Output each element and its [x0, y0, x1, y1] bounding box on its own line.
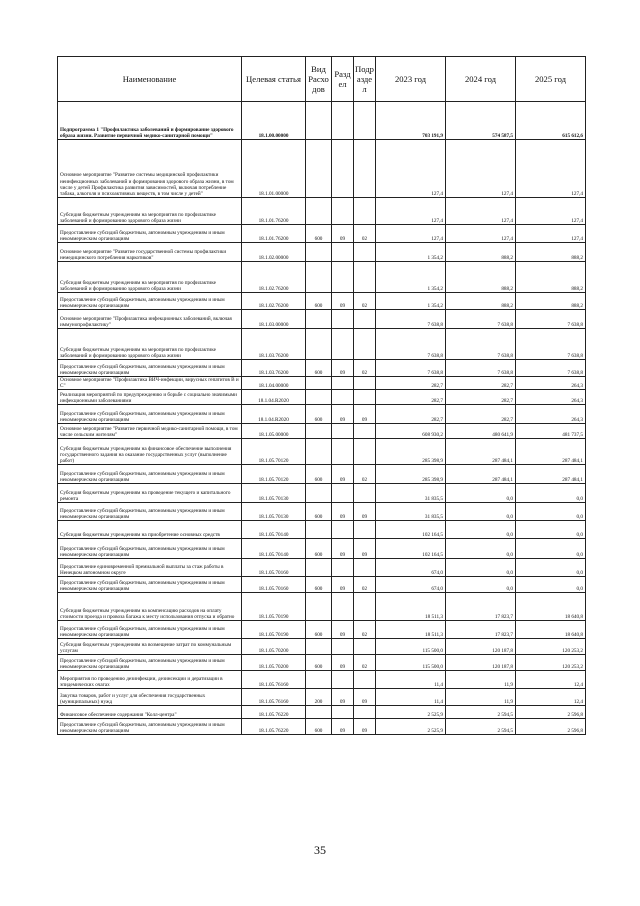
row-year-2024: 287 484,1	[446, 439, 516, 465]
row-expense-type	[306, 140, 332, 198]
table-row	[58, 310, 586, 329]
row-subsection	[354, 310, 376, 329]
table-row	[58, 377, 586, 390]
row-name: Закупка товаров, работ и услуг для обеспечения государственных (муниципальных) нужд	[58, 689, 242, 706]
row-subsection: 02	[354, 360, 376, 377]
row-target: 18.1.05.70160	[242, 577, 306, 593]
row-name: Субсидия бюджетным учреждениям на финансовое обеспечение выполнения государственного задания на оказание государственных услуг (выполнение работ)	[58, 439, 242, 465]
table-row	[58, 390, 586, 405]
row-year-2024: 282,7	[446, 405, 516, 424]
table-row	[58, 360, 586, 377]
row-year-2025: 120 253,2	[516, 655, 586, 671]
row-subsection: 09	[354, 503, 376, 521]
row-year-2023: 674,0	[376, 559, 446, 577]
row-expense-type: 600	[306, 465, 332, 484]
table-row	[58, 102, 586, 140]
table-row	[58, 465, 586, 484]
row-target: 18.1.05.76160	[242, 689, 306, 706]
row-year-2023: 285 398,9	[376, 465, 446, 484]
row-expense-type	[306, 559, 332, 577]
row-section	[332, 424, 354, 439]
row-expense-type	[306, 706, 332, 719]
row-year-2023: 285 398,9	[376, 439, 446, 465]
row-year-2024: 480 641,9	[446, 424, 516, 439]
row-subsection	[354, 198, 376, 225]
row-year-2024: 574 587,5	[446, 102, 516, 140]
row-year-2023: 11,4	[376, 671, 446, 689]
row-expense-type	[306, 377, 332, 390]
row-year-2023: 608 930,2	[376, 424, 446, 439]
row-target: 18.1.02.76200	[242, 293, 306, 310]
row-year-2025: 615 612,6	[516, 102, 586, 140]
row-name: Субсидия бюджетным учреждениям на проведение текущего и капитального ремонта	[58, 484, 242, 503]
row-year-2025: 264,3	[516, 405, 586, 424]
row-target: 18.1.05.70200	[242, 639, 306, 655]
row-subsection	[354, 521, 376, 539]
row-expense-type	[306, 521, 332, 539]
row-expense-type	[306, 639, 332, 655]
row-target: 18.1.05.70120	[242, 465, 306, 484]
row-year-2023: 127,4	[376, 198, 446, 225]
row-section	[332, 329, 354, 360]
row-year-2024: 0,0	[446, 484, 516, 503]
table-row	[58, 503, 586, 521]
row-year-2025: 7 638,8	[516, 310, 586, 329]
table-row	[58, 559, 586, 577]
row-section	[332, 310, 354, 329]
row-name: Предоставление субсидий бюджетным, автономным учреждениям и иным некоммерческим организациям	[58, 719, 242, 735]
table-row	[58, 439, 586, 465]
row-expense-type	[306, 424, 332, 439]
row-target: 18.1.05.76220	[242, 719, 306, 735]
row-year-2023: 2 525,9	[376, 719, 446, 735]
row-section: 09	[332, 465, 354, 484]
row-year-2023: 102 164,5	[376, 539, 446, 559]
row-name: Подпрограмма 1 "Профилактика заболеваний и формирование здорового образа жизни. Развитие первичной медико-санитарной помощи"	[58, 102, 242, 140]
row-year-2024: 2 594,5	[446, 719, 516, 735]
row-target: 18.1.04.R2020	[242, 405, 306, 424]
row-subsection: 02	[354, 465, 376, 484]
row-year-2024: 127,4	[446, 198, 516, 225]
header-year-2023: 2023 год	[376, 57, 446, 102]
budget-table	[57, 56, 586, 735]
row-year-2023: 127,4	[376, 225, 446, 243]
row-section: 09	[332, 360, 354, 377]
row-year-2024: 7 638,8	[446, 310, 516, 329]
row-year-2023: 282,7	[376, 377, 446, 390]
row-subsection	[354, 424, 376, 439]
row-year-2025: 0,0	[516, 559, 586, 577]
table-row	[58, 424, 586, 439]
row-year-2025: 481 737,5	[516, 424, 586, 439]
row-section	[332, 484, 354, 503]
row-expense-type	[306, 102, 332, 140]
row-target: 18.1.05.70140	[242, 521, 306, 539]
row-expense-type: 600	[306, 655, 332, 671]
row-target: 18.1.01.76200	[242, 225, 306, 243]
row-expense-type: 600	[306, 621, 332, 639]
row-expense-type	[306, 310, 332, 329]
row-year-2025: 0,0	[516, 484, 586, 503]
row-section	[332, 639, 354, 655]
row-year-2025: 18 640,8	[516, 621, 586, 639]
row-year-2025: 0,0	[516, 521, 586, 539]
row-year-2023: 18 511,3	[376, 621, 446, 639]
row-subsection	[354, 484, 376, 503]
table-row	[58, 521, 586, 539]
row-name: Предоставление субсидий бюджетным, автономным учреждениям и иным некоммерческим организациям	[58, 225, 242, 243]
row-target: 18.1.05.00000	[242, 424, 306, 439]
row-year-2024: 17 823,7	[446, 593, 516, 621]
table-row	[58, 225, 586, 243]
row-year-2023: 18 511,3	[376, 593, 446, 621]
table-row	[58, 689, 586, 706]
row-year-2024: 0,0	[446, 539, 516, 559]
table-row	[58, 329, 586, 360]
row-section	[332, 390, 354, 405]
row-name: Предоставление субсидий бюджетным, автономным учреждениям и иным некоммерческим организациям	[58, 577, 242, 593]
row-expense-type: 200	[306, 689, 332, 706]
row-expense-type	[306, 390, 332, 405]
row-expense-type	[306, 198, 332, 225]
row-year-2025: 888,2	[516, 243, 586, 262]
table-row	[58, 655, 586, 671]
row-subsection	[354, 439, 376, 465]
table-row	[58, 293, 586, 310]
table-body	[58, 102, 586, 735]
table-row	[58, 593, 586, 621]
row-subsection: 02	[354, 621, 376, 639]
row-year-2023: 115 500,0	[376, 655, 446, 671]
row-name: Предоставление субсидий бюджетным, автономным учреждениям и иным некоммерческим организациям	[58, 539, 242, 559]
row-year-2023: 115 500,0	[376, 639, 446, 655]
row-target: 18.1.04.R2020	[242, 390, 306, 405]
table-row	[58, 140, 586, 198]
table-row	[58, 262, 586, 293]
row-year-2024: 11,9	[446, 689, 516, 706]
row-year-2024: 287 484,1	[446, 465, 516, 484]
row-year-2025: 12,4	[516, 689, 586, 706]
row-subsection: 02	[354, 655, 376, 671]
row-name: Основное мероприятие "Профилактика ВИЧ-инфекции, вирусных гепатитов В и С"	[58, 377, 242, 390]
row-year-2023: 2 525,9	[376, 706, 446, 719]
row-subsection	[354, 102, 376, 140]
row-year-2025: 2 596,8	[516, 719, 586, 735]
row-section: 09	[332, 577, 354, 593]
row-year-2023: 674,0	[376, 577, 446, 593]
row-expense-type	[306, 671, 332, 689]
table-row	[58, 405, 586, 424]
row-year-2025: 0,0	[516, 503, 586, 521]
row-section	[332, 377, 354, 390]
table-row	[58, 577, 586, 593]
row-year-2025: 287 484,1	[516, 465, 586, 484]
row-section	[332, 671, 354, 689]
row-name: Предоставление субсидий бюджетным, автономным учреждениям и иным некоммерческим организациям	[58, 621, 242, 639]
row-expense-type	[306, 484, 332, 503]
row-expense-type: 600	[306, 577, 332, 593]
row-name: Субсидия бюджетным учреждениям на мероприятия по профилактике заболеваний и формированию здорового образа жизни	[58, 329, 242, 360]
row-target: 18.1.05.70130	[242, 503, 306, 521]
row-subsection	[354, 593, 376, 621]
row-name: Основное мероприятие "Профилактика инфекционных заболеваний, включая иммунопрофилактику"	[58, 310, 242, 329]
row-section	[332, 140, 354, 198]
row-year-2023: 703 191,9	[376, 102, 446, 140]
header-expense-type: Вид Расхо дов	[306, 57, 332, 102]
row-name: Субсидия бюджетным учреждениям на мероприятия по профилактике заболеваний и формированию здорового образа жизни	[58, 262, 242, 293]
row-year-2024: 888,2	[446, 262, 516, 293]
row-year-2025: 2 596,8	[516, 706, 586, 719]
row-subsection: 09	[354, 539, 376, 559]
row-subsection	[354, 559, 376, 577]
row-expense-type	[306, 262, 332, 293]
row-name: Предоставление единовременной премиальной выплаты за стаж работы в Ненецком автономном округе	[58, 559, 242, 577]
row-year-2023: 7 638,8	[376, 360, 446, 377]
row-subsection: 02	[354, 225, 376, 243]
row-target: 18.1.05.76220	[242, 706, 306, 719]
row-expense-type: 600	[306, 503, 332, 521]
row-expense-type: 600	[306, 225, 332, 243]
row-name: Предоставление субсидий бюджетным, автономным учреждениям и иным некоммерческим организациям	[58, 465, 242, 484]
row-year-2025: 0,0	[516, 539, 586, 559]
row-year-2025: 264,3	[516, 377, 586, 390]
row-name: Финансовое обеспечение содержания "Колл-центра"	[58, 706, 242, 719]
row-target: 18.1.05.76160	[242, 671, 306, 689]
table-row	[58, 243, 586, 262]
row-year-2025: 287 484,1	[516, 439, 586, 465]
row-year-2025: 18 640,8	[516, 593, 586, 621]
row-year-2023: 1 354,2	[376, 293, 446, 310]
row-section: 09	[332, 655, 354, 671]
row-section: 09	[332, 689, 354, 706]
row-year-2023: 1 354,2	[376, 262, 446, 293]
row-name: Предоставление субсидий бюджетным, автономным учреждениям и иным некоммерческим организациям	[58, 293, 242, 310]
row-year-2023: 7 638,8	[376, 310, 446, 329]
table-row	[58, 639, 586, 655]
row-year-2024: 2 594,5	[446, 706, 516, 719]
row-year-2023: 282,7	[376, 390, 446, 405]
row-year-2025: 888,2	[516, 293, 586, 310]
row-name: Предоставление субсидий бюджетным, автономным учреждениям и иным некоммерческим организациям	[58, 360, 242, 377]
row-expense-type: 600	[306, 360, 332, 377]
row-target: 18.1.05.70140	[242, 539, 306, 559]
row-year-2024: 282,7	[446, 377, 516, 390]
row-subsection: 02	[354, 577, 376, 593]
row-subsection	[354, 377, 376, 390]
row-year-2024: 7 638,8	[446, 360, 516, 377]
row-name: Предоставление субсидий бюджетным, автономным учреждениям и иным некоммерческим организациям	[58, 655, 242, 671]
row-year-2024: 120 187,8	[446, 639, 516, 655]
row-target: 18.1.05.70200	[242, 655, 306, 671]
table-row	[58, 706, 586, 719]
row-section	[332, 706, 354, 719]
row-year-2025: 7 638,8	[516, 360, 586, 377]
row-year-2024: 888,2	[446, 293, 516, 310]
row-name: Основное мероприятие "Развитие первичной медико-санитарной помощи, в том числе сельским жителям"	[58, 424, 242, 439]
row-section	[332, 593, 354, 621]
row-section: 09	[332, 293, 354, 310]
table-row	[58, 484, 586, 503]
row-section	[332, 559, 354, 577]
row-subsection: 09	[354, 405, 376, 424]
row-expense-type: 600	[306, 405, 332, 424]
row-year-2024: 888,2	[446, 243, 516, 262]
row-section: 09	[332, 539, 354, 559]
row-name: Субсидия бюджетным учреждениям на возмещение затрат по коммунальным услугам	[58, 639, 242, 655]
row-target: 18.1.05.70190	[242, 621, 306, 639]
row-year-2023: 1 354,2	[376, 243, 446, 262]
row-year-2023: 282,7	[376, 405, 446, 424]
row-name: Мероприятия по проведению дезинфекции, дезинсекции и дератизации в эпидемических очагах	[58, 671, 242, 689]
row-year-2023: 31 835,5	[376, 484, 446, 503]
table-header-row	[58, 57, 586, 102]
table-row	[58, 621, 586, 639]
row-section	[332, 262, 354, 293]
row-year-2024: 0,0	[446, 521, 516, 539]
row-section: 09	[332, 503, 354, 521]
row-year-2024: 7 638,8	[446, 329, 516, 360]
row-subsection: 09	[354, 719, 376, 735]
row-expense-type	[306, 329, 332, 360]
row-name: Реализация мероприятий по предупреждению и борьбе с социально значимыми инфекционными заболеваниями	[58, 390, 242, 405]
row-year-2025: 0,0	[516, 577, 586, 593]
row-year-2025: 120 253,2	[516, 639, 586, 655]
row-section	[332, 243, 354, 262]
row-subsection: 09	[354, 689, 376, 706]
row-subsection	[354, 390, 376, 405]
row-target: 18.1.05.70120	[242, 439, 306, 465]
row-target: 18.1.02.00000	[242, 243, 306, 262]
row-expense-type: 600	[306, 719, 332, 735]
row-expense-type	[306, 439, 332, 465]
row-section: 09	[332, 719, 354, 735]
table-row	[58, 719, 586, 735]
row-target: 18.1.03.00000	[242, 310, 306, 329]
row-name: Субсидия бюджетным учреждениям на мероприятия по профилактике заболеваний и формированию здорового образа жизни	[58, 198, 242, 225]
row-name: Основное мероприятие "Развитие системы медицинской профилактики неинфекционных заболеваний и формирования здорового образа жизни, в том числе у детей Профилактика развития зависимостей, включая потребление табака, алкоголя и психоактивных веществ, в том числе у детей"	[58, 140, 242, 198]
row-section: 09	[332, 405, 354, 424]
row-year-2024: 0,0	[446, 559, 516, 577]
row-year-2023: 7 638,8	[376, 329, 446, 360]
row-year-2025: 264,3	[516, 390, 586, 405]
row-year-2023: 127,4	[376, 140, 446, 198]
row-target: 18.1.04.00000	[242, 377, 306, 390]
row-expense-type	[306, 243, 332, 262]
row-section: 09	[332, 621, 354, 639]
page-number: 35	[314, 843, 326, 857]
row-section	[332, 521, 354, 539]
row-subsection	[354, 140, 376, 198]
row-target: 18.1.01.76200	[242, 198, 306, 225]
row-subsection	[354, 671, 376, 689]
row-year-2025: 127,4	[516, 140, 586, 198]
row-subsection	[354, 329, 376, 360]
row-year-2024: 0,0	[446, 503, 516, 521]
row-section	[332, 198, 354, 225]
table-row	[58, 198, 586, 225]
row-section: 09	[332, 225, 354, 243]
row-target: 18.1.03.76200	[242, 329, 306, 360]
row-year-2024: 120 187,8	[446, 655, 516, 671]
row-name: Предоставление субсидий бюджетным, автономным учреждениям и иным некоммерческим организациям	[58, 405, 242, 424]
row-subsection: 02	[354, 293, 376, 310]
row-target: 18.1.02.76200	[242, 262, 306, 293]
row-section	[332, 102, 354, 140]
row-year-2024: 0,0	[446, 577, 516, 593]
header-target: Целевая статья	[242, 57, 306, 102]
row-section	[332, 439, 354, 465]
row-year-2023: 31 835,5	[376, 503, 446, 521]
row-name: Предоставление субсидий бюджетным, автономным учреждениям и иным некоммерческим организациям	[58, 503, 242, 521]
row-year-2023: 102 164,5	[376, 521, 446, 539]
table-row	[58, 539, 586, 559]
header-name: Наименование	[58, 57, 242, 102]
row-year-2023: 11,4	[376, 689, 446, 706]
row-subsection	[354, 639, 376, 655]
header-year-2025: 2025 год	[516, 57, 586, 102]
row-target: 18.1.05.70160	[242, 559, 306, 577]
row-subsection	[354, 706, 376, 719]
row-year-2024: 282,7	[446, 390, 516, 405]
row-year-2025: 127,4	[516, 198, 586, 225]
row-target: 18.1.01.00000	[242, 140, 306, 198]
row-name: Субсидия бюджетным учреждениям на приобретение основных средств	[58, 521, 242, 539]
row-subsection	[354, 243, 376, 262]
row-year-2025: 12,4	[516, 671, 586, 689]
row-name: Основное мероприятие "Развитие государственной системы профилактики немедицинского потребления наркотиков"	[58, 243, 242, 262]
row-target: 18.1.00.00000	[242, 102, 306, 140]
row-year-2025: 888,2	[516, 262, 586, 293]
header-section: Разд ел	[332, 57, 354, 102]
row-target: 18.1.03.76200	[242, 360, 306, 377]
row-year-2024: 127,4	[446, 140, 516, 198]
row-expense-type: 600	[306, 539, 332, 559]
row-expense-type	[306, 593, 332, 621]
row-year-2025: 127,4	[516, 225, 586, 243]
row-year-2024: 11,9	[446, 671, 516, 689]
row-target: 18.1.05.70190	[242, 593, 306, 621]
header-subsection: Подр азде л	[354, 57, 376, 102]
row-year-2024: 17 823,7	[446, 621, 516, 639]
row-subsection	[354, 262, 376, 293]
table-row	[58, 671, 586, 689]
header-year-2024: 2024 год	[446, 57, 516, 102]
row-year-2024: 127,4	[446, 225, 516, 243]
row-name: Субсидия бюджетным учреждениям на компенсацию расходов на оплату стоимости проезда и провоза багажа к месту использования отпуска и обратно	[58, 593, 242, 621]
row-year-2025: 7 638,8	[516, 329, 586, 360]
row-target: 18.1.05.70130	[242, 484, 306, 503]
row-expense-type: 600	[306, 293, 332, 310]
